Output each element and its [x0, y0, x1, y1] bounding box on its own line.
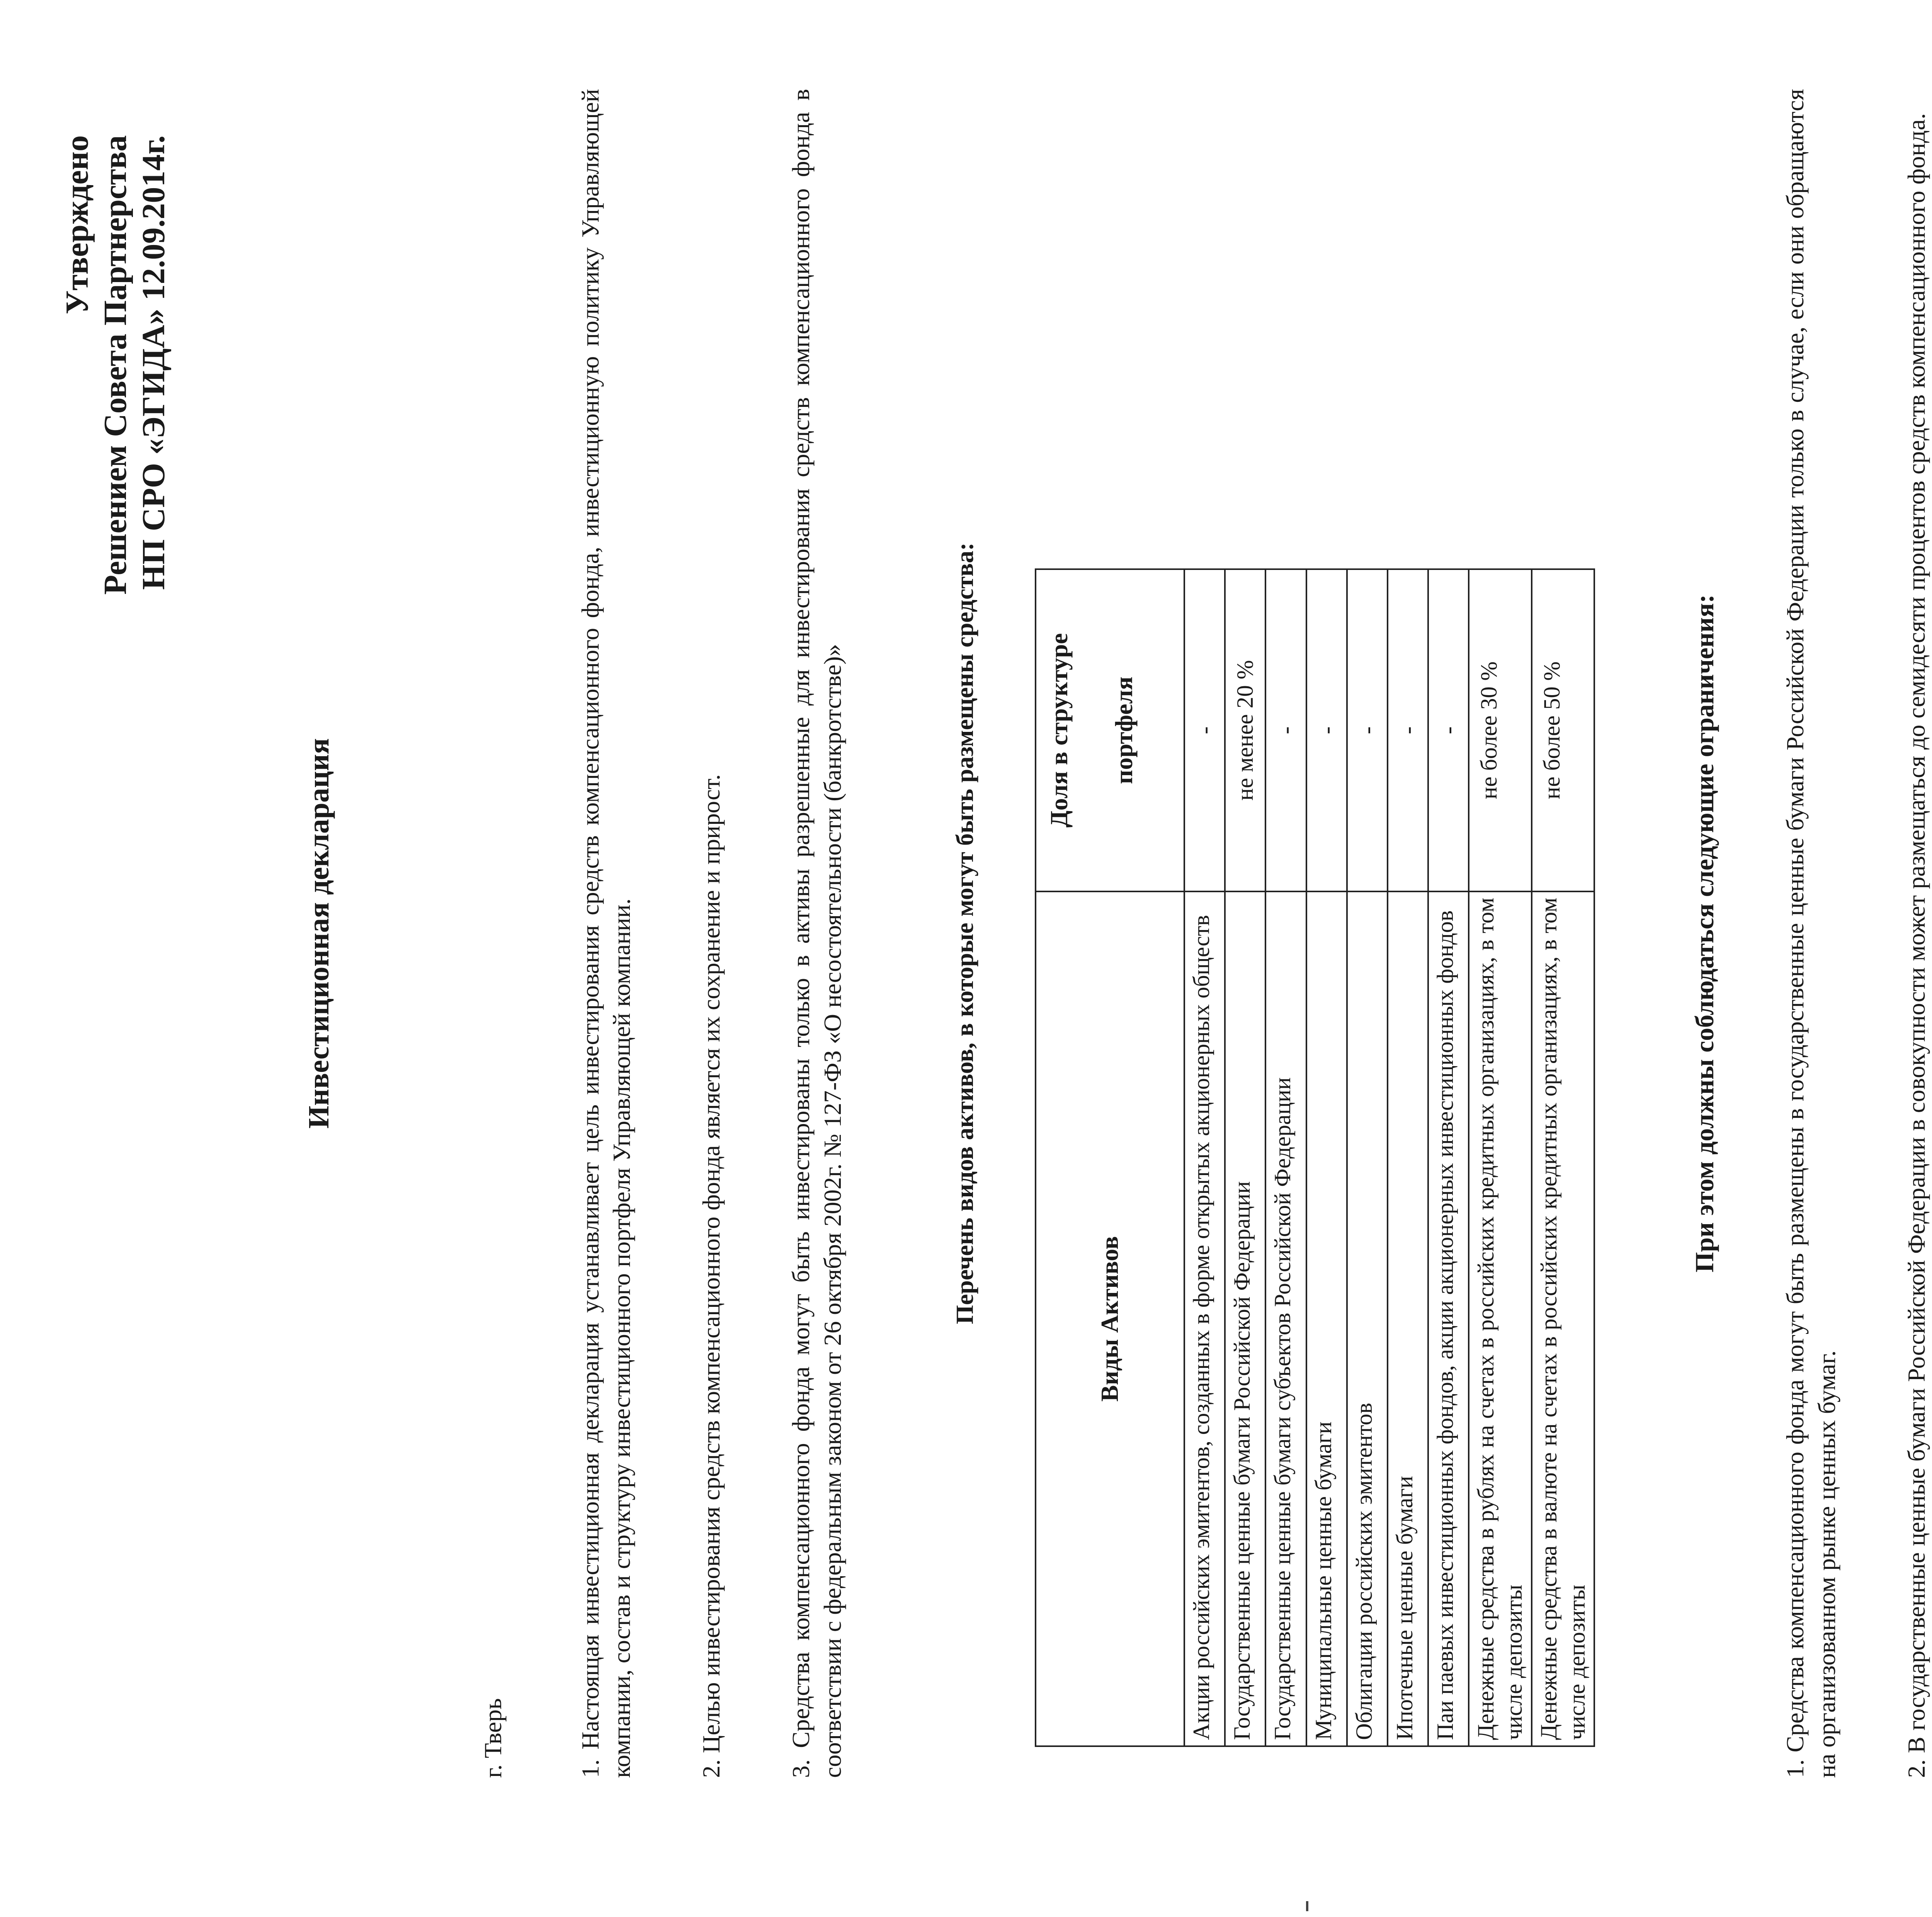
- table-row: [1388, 569, 1428, 1746]
- document-title: Инвестиционная декларация: [303, 738, 335, 1129]
- asset-kind-cell: Денежные средства в валюте на счетах в российских кредитных организациях, в том числе депозиты: [1532, 891, 1594, 1746]
- table-row: [1469, 569, 1531, 1746]
- approval-line-2: Решением Совета Партнерства: [97, 135, 134, 595]
- column-header-share-line-1: Доля в структуре: [1045, 633, 1073, 828]
- asset-share-cell: -: [1428, 569, 1469, 891]
- asset-share-cell: -: [1388, 569, 1428, 891]
- asset-share-cell: не более 30 %: [1469, 569, 1531, 891]
- limits-heading: При этом должны соблюдаться следующие ограничения:: [1690, 594, 1719, 1272]
- paragraph-1: 1. Настоящая инвестиционная декларация устанавливает цель инвестирования средств компенсационного фонда, инвестиционную политику Управляющей компании, состав и структуру инвестиционного портфеля Управляющей компании.: [576, 89, 636, 1778]
- table-header-row: [1036, 569, 1184, 1746]
- asset-kind-cell: Муниципальные ценные бумаги: [1306, 891, 1347, 1746]
- asset-kind-cell: Государственные ценные бумаги субъектов Российской Федерации: [1265, 891, 1306, 1746]
- table-row: [1306, 569, 1347, 1746]
- asset-share-cell: -: [1184, 569, 1225, 891]
- table-row: [1532, 569, 1594, 1746]
- approval-line-1: Утверждено: [59, 135, 95, 315]
- table-row: [1265, 569, 1306, 1746]
- asset-kind-cell: Государственные ценные бумаги Российской Федерации: [1225, 891, 1265, 1746]
- asset-share-cell: -: [1265, 569, 1306, 891]
- paragraph-2: 2. Целью инвестирования средств компенсационного фонда является их сохранение и прирост.: [697, 774, 725, 1778]
- asset-kind-cell: Акции российских эмитентов, созданных в форме открытых акционерных обществ: [1184, 891, 1225, 1746]
- table-row: [1347, 569, 1388, 1746]
- asset-kind-cell: Денежные средства в рублях на счетах в российских кредитных организациях, в том числе депозиты: [1469, 891, 1531, 1746]
- asset-share-cell: -: [1347, 569, 1388, 891]
- column-header-share: [1036, 569, 1184, 891]
- approval-stamp: [58, 89, 173, 1778]
- city-line: г. Тверь: [479, 1698, 507, 1778]
- asset-kind-cell: Ипотечные ценные бумаги: [1388, 891, 1428, 1746]
- asset-share-cell: -: [1306, 569, 1347, 891]
- table-row: [1428, 569, 1469, 1746]
- asset-share-cell: не более 50 %: [1532, 569, 1594, 891]
- assets-table: [1035, 568, 1595, 1747]
- column-header-share-line-2: портфеля: [1110, 676, 1138, 784]
- table-row: [1225, 569, 1265, 1746]
- asset-kind-cell: Паи паевых инвестиционных фондов, акции акционерных инвестиционных фондов: [1428, 891, 1469, 1746]
- asset-list-heading: Перечень видов активов, в которые могут быть размещены средства:: [951, 542, 979, 1325]
- limit-1: 1. Средства компенсационного фонда могут быть размещены в государственные ценные бумаги Российской Федерации только в случае, если они обращаются на организованном рынке ценных бумаг.: [1781, 89, 1840, 1778]
- paragraph-3: 3. Средства компенсационного фонда могут быть инвестированы только в активы разрешенные для инвестирования средств компенсационного фонда в соответствии с федеральным законом от 26 октября 2002г. № 127-ФЗ «О несостоятельности (банкротстве)»: [787, 89, 847, 1778]
- column-header-kind: Виды Активов: [1036, 891, 1184, 1746]
- scan-edge-mark: [1306, 1901, 1308, 1911]
- asset-kind-cell: Облигации российских эмитентов: [1347, 891, 1388, 1746]
- table-row: [1184, 569, 1225, 1746]
- approval-line-3: НП СРО «ЭГИДА» 12.09.2014г.: [136, 135, 172, 590]
- limit-2: 2. В государственные ценные бумаги Российской Федерации в совокупности может размещаться до семидесяти процентов средств компенсационного фонда.: [1902, 113, 1930, 1778]
- asset-share-cell: не менее 20 %: [1225, 569, 1265, 891]
